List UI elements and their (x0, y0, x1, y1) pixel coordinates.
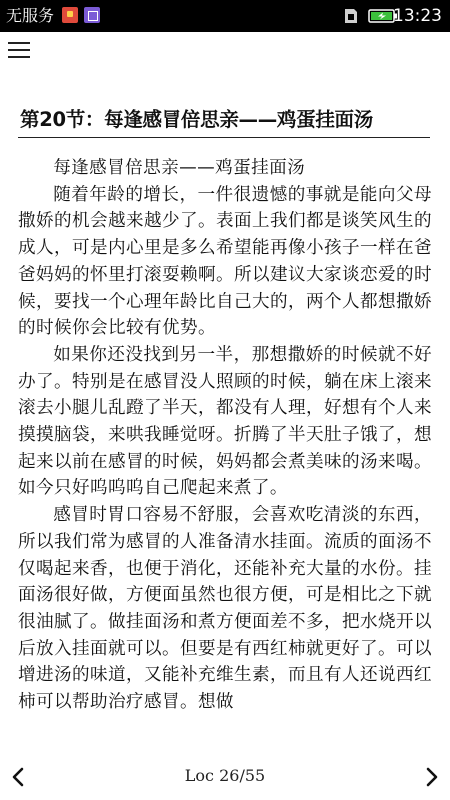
reader-footer (0, 760, 450, 794)
location-indicator: Loc 26/55 (184, 766, 266, 785)
paragraph: 随着年龄的增长，一件很遗憾的事就是能向父母撒娇的机会越来越少了。表面上我们都是谈笑风生的成人，可是内心里是多么希望能再像小孩子一样在爸爸妈妈的怀里打滚耍赖啊。所以建议大家谈恋爱的时候，要找一个心理年龄比自己大的，两个人都想撒娇的时候你会比较有优势。 (18, 184, 432, 339)
paragraph: 感冒时胃口容易不舒服，会喜欢吃清淡的东西，所以我们常为感冒的人准备清水挂面。流质的面汤不仅喝起来香，也便于消化，还能补充大量的水份。挂面汤很好做，方便面虽然也很方便，可是相比之下就很油腻了。做挂面汤和煮方便面差不多，把水烧开以后放入挂面就可以。但要是有西红柿就更好了。可以增进汤的味道，又能补充维生素，而且有人还说西红柿可以帮助治疗感冒。想做 (18, 505, 432, 713)
carrier-label: 无服务 (6, 6, 55, 25)
reader-content[interactable] (18, 155, 432, 740)
hamburger-menu-icon[interactable] (8, 42, 32, 62)
title-divider (18, 137, 430, 138)
paragraph: 如果你还没找到另一半，那想撒娇的时候就不好办了。特别是在感冒没人照顾的时候，躺在床上滚来滚去小腿儿乱蹬了半天，都没有人理，好想有个人来摸摸脑袋，来哄我睡觉呀。折腾了半天肚子饿了，想起来以前在感冒的时候，妈妈都会煮美味的汤来喝。如今只好呜呜呜自己爬起来煮了。 (18, 344, 432, 499)
chapter-title: 第20节：每逢感冒倍思亲——鸡蛋挂面汤 (20, 108, 373, 131)
clock: 13:23 (393, 6, 442, 26)
status-bar (0, 0, 450, 32)
notification-app-icon (62, 7, 78, 23)
notification-gallery-icon (84, 7, 100, 23)
paragraph: 每逢感冒倍思亲——鸡蛋挂面汤 (53, 158, 306, 178)
sim-icon (344, 8, 358, 24)
chevron-right-icon[interactable] (420, 764, 444, 790)
